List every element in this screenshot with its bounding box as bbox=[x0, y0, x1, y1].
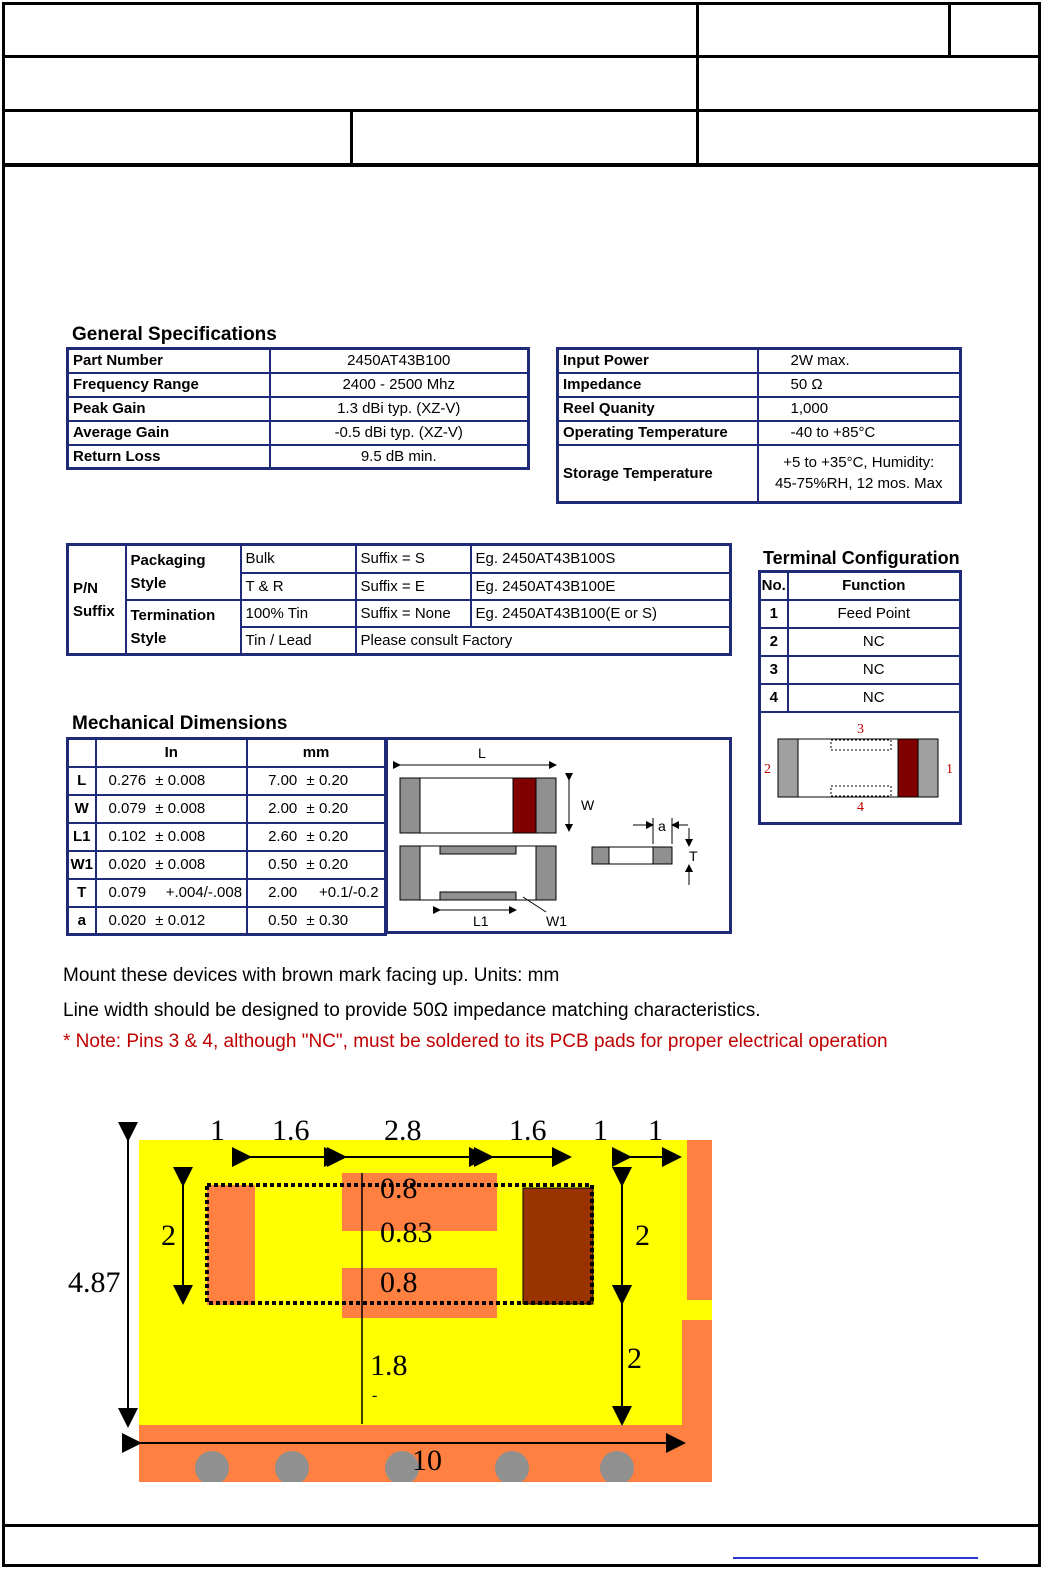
table-row bbox=[68, 795, 386, 823]
spec-value: 50 Ω bbox=[758, 373, 961, 397]
chip-bottom-pad-right bbox=[536, 846, 556, 900]
pad-feed-brown bbox=[523, 1188, 593, 1304]
chip-bottom-trace-top bbox=[440, 846, 516, 854]
suffix-type: Bulk bbox=[241, 545, 356, 573]
pn-label: P/N bbox=[73, 579, 99, 597]
mm-value: 2.60 bbox=[247, 823, 304, 851]
label-w1: W1 bbox=[546, 913, 567, 929]
mm-pm: ± bbox=[304, 795, 317, 823]
label-l: L bbox=[478, 745, 486, 761]
dim-width-10: 10 bbox=[412, 1444, 442, 1477]
chip-side-pad-right bbox=[653, 847, 672, 864]
dim-right-2b: 2 bbox=[627, 1342, 642, 1375]
pad-left bbox=[207, 1185, 255, 1305]
mm-pm: ± bbox=[304, 851, 317, 879]
spec-value: 2450AT43B100 bbox=[270, 349, 529, 373]
dim-top-1a: 1 bbox=[210, 1114, 225, 1147]
in-pm: ± bbox=[153, 907, 166, 935]
spec-value: 1.3 dBi typ. (XZ-V) bbox=[270, 397, 529, 421]
dim-top-16a: 1.6 bbox=[272, 1114, 310, 1147]
label-a: a bbox=[658, 818, 666, 834]
dim-top-16b: 1.6 bbox=[509, 1114, 547, 1147]
table-row bbox=[68, 600, 731, 627]
termination-word: Termination bbox=[130, 606, 216, 624]
suffix-code: Suffix = S bbox=[356, 545, 471, 573]
in-value: 0.020 bbox=[96, 851, 153, 879]
in-value: 0.020 bbox=[96, 907, 153, 935]
dim-top-1b: 1 bbox=[593, 1114, 608, 1147]
table-row bbox=[760, 712, 961, 824]
dim-label: L bbox=[68, 767, 96, 795]
pcb-layout-svg bbox=[62, 1110, 712, 1482]
termination-style-label bbox=[126, 600, 241, 655]
mm-tol: 0.20 bbox=[317, 767, 386, 795]
spec-label: Input Power bbox=[558, 349, 758, 373]
suffix-type: Tin / Lead bbox=[241, 627, 356, 655]
mm-tol: +0.1/-0.2 bbox=[317, 879, 386, 907]
in-tol: 0.008 bbox=[166, 823, 247, 851]
table-row bbox=[68, 823, 386, 851]
chip-pad-left bbox=[778, 739, 798, 797]
spec-label: Average Gain bbox=[68, 421, 270, 445]
general-specs-title: General Specifications bbox=[72, 324, 277, 345]
dim-top-1c: 1 bbox=[648, 1114, 663, 1147]
mm-pm bbox=[304, 879, 317, 907]
suffix-type: 100% Tin bbox=[241, 600, 356, 627]
chip-side-pad-left bbox=[592, 847, 609, 864]
suffix-example: Eg. 2450AT43B100E bbox=[471, 573, 731, 600]
table-row bbox=[760, 572, 961, 600]
mm-tol: 0.20 bbox=[317, 851, 386, 879]
in-pm: ± bbox=[153, 851, 166, 879]
chip-top-pad-left bbox=[400, 778, 420, 833]
note-mount: Mount these devices with brown mark facing up. Units: mm bbox=[63, 965, 560, 986]
col-no: No. bbox=[760, 572, 788, 600]
pin-function: NC bbox=[788, 628, 961, 656]
pin-label-4: 4 bbox=[857, 800, 864, 816]
in-value: 0.102 bbox=[96, 823, 153, 851]
dim-height: 4.87 bbox=[68, 1266, 121, 1299]
table-row bbox=[68, 445, 529, 469]
suffix-code: Suffix = E bbox=[356, 573, 471, 600]
dim-label: W bbox=[68, 795, 96, 823]
pin-label-2: 2 bbox=[764, 762, 771, 778]
table-row bbox=[68, 767, 386, 795]
blank-header bbox=[68, 739, 96, 767]
pad-4 bbox=[342, 1268, 497, 1318]
suffix-code: Please consult Factory bbox=[356, 627, 731, 655]
mechanical-title: Mechanical Dimensions bbox=[72, 713, 288, 734]
table-row bbox=[558, 397, 961, 421]
dim-gap-08a: 0.8 bbox=[380, 1172, 418, 1205]
style-word: Style bbox=[130, 575, 167, 593]
pcb-right-copper bbox=[687, 1140, 712, 1300]
chip-top-brown-mark bbox=[513, 778, 536, 833]
in-value: 0.079 bbox=[96, 795, 153, 823]
table-row bbox=[68, 545, 731, 573]
footer-link-underline[interactable] bbox=[733, 1557, 978, 1559]
spec-label: Part Number bbox=[68, 349, 270, 373]
chip-top-pad-right bbox=[536, 778, 556, 833]
suffix-code: Suffix = None bbox=[356, 600, 471, 627]
spec-label: Return Loss bbox=[68, 445, 270, 469]
table-row bbox=[760, 600, 961, 628]
pin-label-1: 1 bbox=[946, 762, 953, 778]
spec-value: -0.5 dBi typ. (XZ-V) bbox=[270, 421, 529, 445]
pin-no: 2 bbox=[760, 628, 788, 656]
table-row bbox=[68, 879, 386, 907]
table-row bbox=[68, 851, 386, 879]
mechanical-drawing bbox=[388, 740, 729, 931]
pin-no: 1 bbox=[760, 600, 788, 628]
suffix-example: Eg. 2450AT43B100S bbox=[471, 545, 731, 573]
note-nc-pins: * Note: Pins 3 & 4, although "NC", must be soldered to its PCB pads for proper electrical operation bbox=[63, 1031, 888, 1052]
style-word: Style bbox=[130, 629, 167, 647]
col-mm: mm bbox=[247, 739, 385, 767]
table-row bbox=[760, 628, 961, 656]
header-divider-2 bbox=[2, 109, 1041, 112]
label-l1: L1 bbox=[473, 913, 489, 929]
packaging-word: Packaging bbox=[130, 552, 206, 570]
in-pm: ± bbox=[153, 767, 166, 795]
pin-function: NC bbox=[788, 684, 961, 712]
mm-value: 2.00 bbox=[247, 879, 304, 907]
chip-bottom-pad-left bbox=[400, 846, 420, 900]
pin-diagram-cell bbox=[760, 712, 961, 824]
spec-label: Impedance bbox=[558, 373, 758, 397]
col-function: Function bbox=[788, 572, 961, 600]
packaging-style-label bbox=[126, 545, 241, 600]
pin-function: Feed Point bbox=[788, 600, 961, 628]
in-tol: 0.012 bbox=[166, 907, 247, 935]
table-row bbox=[68, 421, 529, 445]
dim-left-2: 2 bbox=[161, 1219, 176, 1252]
dim-bottom-18: 1.8 bbox=[370, 1349, 408, 1382]
table-row bbox=[558, 421, 961, 445]
table-row bbox=[760, 684, 961, 712]
dim-label: a bbox=[68, 907, 96, 935]
spec-value: 1,000 bbox=[758, 397, 961, 421]
suffix-label: Suffix bbox=[73, 602, 115, 620]
header-divider-3 bbox=[2, 163, 1041, 167]
pn-suffix-table bbox=[66, 543, 732, 656]
table-row bbox=[68, 349, 529, 373]
pn-suffix-label bbox=[68, 545, 126, 655]
pcb-layout-drawing bbox=[62, 1110, 712, 1482]
header-vdivider-3 bbox=[350, 110, 353, 166]
in-pm bbox=[153, 879, 166, 907]
dim-label: W1 bbox=[68, 851, 96, 879]
mechanical-table bbox=[66, 737, 387, 936]
table-row bbox=[68, 907, 386, 935]
dim-label: T bbox=[68, 879, 96, 907]
label-w: W bbox=[581, 797, 595, 813]
table-row bbox=[68, 739, 386, 767]
mm-value: 0.50 bbox=[247, 907, 304, 935]
spec-label: Operating Temperature bbox=[558, 421, 758, 445]
storage-temp-line1: +5 to +35°C, Humidity: bbox=[783, 454, 935, 472]
spec-label: Storage Temperature bbox=[558, 445, 758, 503]
header-divider-1 bbox=[2, 55, 1041, 58]
pcb-right-copper-2 bbox=[682, 1320, 712, 1430]
suffix-type: T & R bbox=[241, 573, 356, 600]
in-tol: 0.008 bbox=[166, 851, 247, 879]
header-vdivider-2 bbox=[948, 2, 951, 57]
table-row bbox=[558, 349, 961, 373]
in-tol: 0.008 bbox=[166, 767, 247, 795]
chip-bottom-trace-bottom bbox=[440, 892, 516, 900]
general-specs-right-table bbox=[556, 347, 962, 504]
in-value: 0.079 bbox=[96, 879, 153, 907]
brown-mark bbox=[898, 739, 918, 797]
spec-value: 9.5 dB min. bbox=[270, 445, 529, 469]
table-row bbox=[558, 445, 961, 503]
spec-value bbox=[758, 445, 961, 503]
table-row bbox=[558, 373, 961, 397]
pin-label-3: 3 bbox=[857, 722, 864, 738]
note-line-width: Line width should be designed to provide 50Ω impedance matching characteristics. bbox=[63, 1000, 761, 1021]
dim-gap-08b: 0.8 bbox=[380, 1266, 418, 1299]
mm-pm: ± bbox=[304, 767, 317, 795]
spec-label: Frequency Range bbox=[68, 373, 270, 397]
mm-tol: 0.30 bbox=[317, 907, 386, 935]
mm-value: 7.00 bbox=[247, 767, 304, 795]
spec-value: 2400 - 2500 Mhz bbox=[270, 373, 529, 397]
dim-top-28: 2.8 bbox=[384, 1114, 422, 1147]
table-row bbox=[68, 397, 529, 421]
pin-no: 4 bbox=[760, 684, 788, 712]
header-vdivider-1 bbox=[696, 2, 699, 166]
spec-label: Reel Quanity bbox=[558, 397, 758, 421]
suffix-example: Eg. 2450AT43B100(E or S) bbox=[471, 600, 731, 627]
mm-pm: ± bbox=[304, 823, 317, 851]
mm-tol: 0.20 bbox=[317, 795, 386, 823]
col-in: In bbox=[96, 739, 248, 767]
mechanical-drawing-box bbox=[385, 737, 732, 934]
pin-function: NC bbox=[788, 656, 961, 684]
mm-value: 0.50 bbox=[247, 851, 304, 879]
terminal-config-title: Terminal Configuration bbox=[763, 548, 960, 568]
spec-label: Peak Gain bbox=[68, 397, 270, 421]
dim-bottom-dash: - bbox=[372, 1387, 378, 1404]
storage-temp-line2: 45-75%RH, 12 mos. Max bbox=[774, 475, 943, 493]
general-specs-left-table bbox=[66, 347, 530, 470]
table-row bbox=[68, 373, 529, 397]
mm-tol: 0.20 bbox=[317, 823, 386, 851]
in-pm: ± bbox=[153, 795, 166, 823]
pin-diagram bbox=[761, 713, 959, 821]
terminal-config-table bbox=[758, 570, 962, 825]
footer-divider bbox=[2, 1524, 1041, 1527]
dim-right-2a: 2 bbox=[635, 1219, 650, 1252]
in-value: 0.276 bbox=[96, 767, 153, 795]
mm-value: 2.00 bbox=[247, 795, 304, 823]
mm-pm: ± bbox=[304, 907, 317, 935]
table-row bbox=[760, 656, 961, 684]
in-pm: ± bbox=[153, 823, 166, 851]
spec-value: -40 to +85°C bbox=[758, 421, 961, 445]
in-tol: 0.008 bbox=[166, 795, 247, 823]
chip-pad-right bbox=[918, 739, 938, 797]
dim-gap-083: 0.83 bbox=[380, 1216, 433, 1249]
dim-label: L1 bbox=[68, 823, 96, 851]
pin-no: 3 bbox=[760, 656, 788, 684]
label-t: T bbox=[689, 848, 698, 864]
spec-value: 2W max. bbox=[758, 349, 961, 373]
in-tol: +.004/-.008 bbox=[166, 879, 247, 907]
